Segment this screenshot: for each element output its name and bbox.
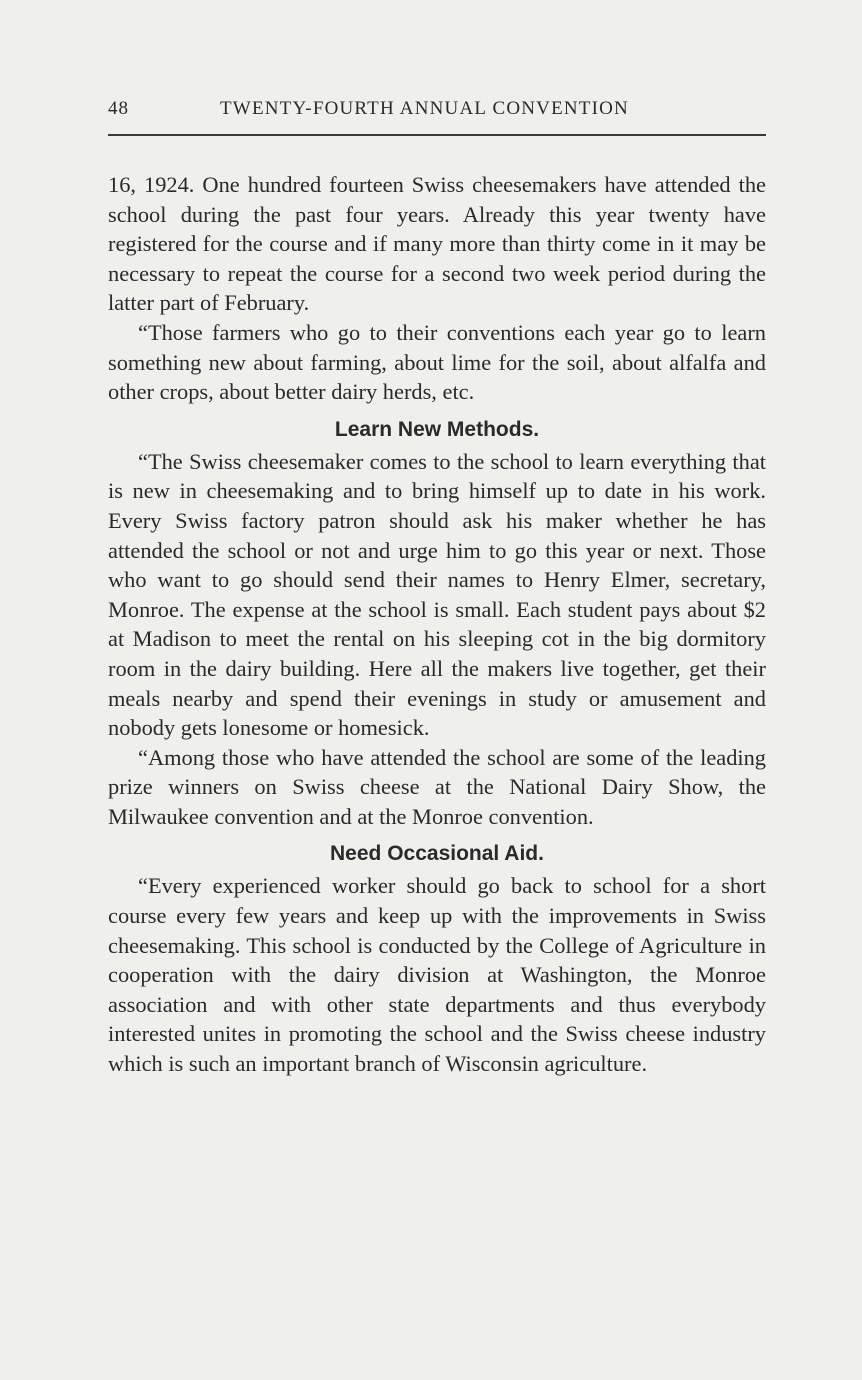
running-title: TWENTY-FOURTH ANNUAL CONVENTION [220,98,629,119]
heading-learn-new-methods: Learn New Methods. [334,417,540,441]
paragraph-cheesemaker: “The Swiss cheesemaker comes to the school to learn everything that is new in cheesemaking and to bring himself up to date in his work. Every Swiss factory patron should ask his maker whether he has attended the school or not and urge him to go this year or next. Those who want to go should send their names to Henry Elmer, secretary, Monroe. The expense at the school is small. Each student pays about $2 at Madison to meet the rental on his sleeping cot in the big dormitory room in the dairy building. Here all the makers live together, get their meals nearby and spend their evenings in study or amusement and nobody gets lonesome or homesick. [108,448,766,741]
paragraph-farmers: “Those farmers who go to their conventions each year go to learn something new about farming, about lime for the soil, about alfalfa and other crops, about better dairy herds, etc. [108,319,766,405]
paragraph-experienced-worker: “Every experienced worker should go back to school for a short course every few years and keep up with the improvements in Swiss cheesemaking. This school is conducted by the College of Agriculture in cooperation with the dairy division at Washington, the Monroe association and with other state departments and thus everybody interested unites in promoting the school and the Swiss cheese industry which is such an important branch of Wisconsin agriculture. [108,873,766,1077]
paragraph-continued: 16, 1924. One hundred fourteen Swiss cheesemakers have attended the school during the past four years. Already this year twenty have registered for the course and if many more than thirty come in it may be necessary to repeat the course for a second two week period during the latter part of February. [108,172,766,316]
body-text [108,170,766,1079]
paragraph-prize-winners: “Among those who have attended the school are some of the leading prize winners on Swiss cheese at the National Dairy Show, the Milwaukee convention and at the Monroe convention. [108,744,766,829]
running-head [108,96,766,136]
page-number: 48 [108,98,129,119]
heading-need-occasional-aid: Need Occasional Aid. [330,842,544,866]
